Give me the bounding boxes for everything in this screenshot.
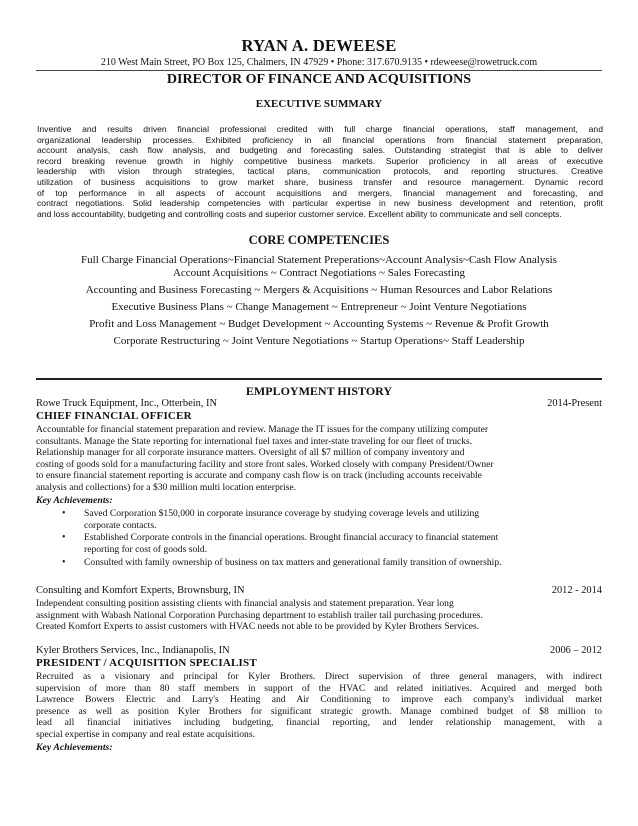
summary-line: contract negotiations. Solid leadership competencies with particular expertise in new business development and retention, profit xyxy=(37,198,603,209)
description-line: presence as well as position Kyler Brothers for significant strategic growth. Manage combined budget of $8 million to xyxy=(36,705,602,717)
job-header-komfort-experts xyxy=(36,585,602,596)
job-description xyxy=(36,424,602,494)
professional-title: DIRECTOR OF FINANCE AND ACQUISITIONS xyxy=(166,72,472,87)
summary-line: leadership with vision through strategies, tactical plans, communication protocols, and reporting structures. Creative xyxy=(37,166,603,177)
description-line: Created Komfort Experts to assist customers with HVAC needs not able to be provided by Kyler Brothers Services. xyxy=(36,621,480,633)
description-line: lead all financial initiatives including budgeting, financial reporting, and lender relationship management, with a xyxy=(36,717,602,729)
achievement-item xyxy=(84,557,584,569)
description-line: Accountable for financial statement preparation and review. Manage the IT issues for the company utilizing computer xyxy=(36,424,489,435)
description-line: Relationship manager for all corporate insurance matters. Oversight of all $7 million of company inventory and xyxy=(36,447,465,459)
employment-history-heading: EMPLOYMENT HISTORY xyxy=(245,384,393,398)
job-dates: 2006 – 2012 xyxy=(550,645,602,656)
achievement-line: corporate contacts. xyxy=(84,519,157,531)
employment-divider xyxy=(36,378,602,380)
summary-line: account analysis, cash flow analysis, and budgeting and forecasting sales. Outstanding strategist that is able to deliver xyxy=(37,145,603,156)
bullet-icon: • xyxy=(62,508,66,519)
bullet-icon: • xyxy=(62,557,66,568)
executive-summary-text xyxy=(37,124,603,219)
competency-line: Profit and Loss Management ~ Budget Development ~ Accounting Systems ~ Revenue & Profit Growth xyxy=(89,318,549,330)
company-name: Consulting and Komfort Experts, Brownsburg, IN xyxy=(36,585,245,596)
company-name: Rowe Truck Equipment, Inc., Otterbein, IN xyxy=(36,398,217,409)
job-role: PRESIDENT / ACQUISITION SPECIALIST xyxy=(36,657,257,669)
job-dates: 2014-Present xyxy=(547,398,602,409)
summary-line: Inventive and results driven financial professional credited with full charge financial operations, staff management, and xyxy=(37,124,603,134)
company-name: Kyler Brothers Services, Inc., Indianapolis, IN xyxy=(36,645,230,656)
job-dates: 2012 - 2014 xyxy=(551,585,602,596)
description-line: analysis and collections) for a $30 million multi location enterprise. xyxy=(36,481,297,493)
description-line: Recruited as a visionary and principal for Kyler Brothers. Direct supervision of three general managers, with indirect xyxy=(36,671,602,682)
bullet-icon: • xyxy=(62,532,66,543)
description-line: supervision of more than 80 staff members in support of the HVAC and related initiatives. Acquired and merged both xyxy=(36,682,602,694)
job-description xyxy=(36,598,602,633)
achievement-line: Consulted with family ownership of business on tax matters and generational family transition of ownership. xyxy=(84,557,502,568)
achievement-item xyxy=(84,532,584,555)
competency-line: Full Charge Financial Operations~Financial Statement Preperations~Account Analysis~Cash Flow Analysis xyxy=(81,254,557,266)
candidate-name: RYAN A. DEWEESE xyxy=(241,36,397,55)
competency-line: Executive Business Plans ~ Change Management ~ Entrepreneur ~ Joint Venture Negotiations xyxy=(111,301,527,313)
competency-line: Accounting and Business Forecasting ~ Mergers & Acquisitions ~ Human Resources and Labor Relations xyxy=(85,284,553,296)
job-description xyxy=(36,671,602,741)
job-header-kyler-brothers xyxy=(36,645,602,656)
summary-line: record breaking revenue growth in highly competitive business markets. Superior proficiency in all areas of executive xyxy=(37,155,603,166)
achievement-line: Saved Corporation $150,000 in corporate insurance coverage by studying coverage levels and utilizing xyxy=(84,508,480,519)
description-line: costing of goods sold for a manufacturing facility and store front sales. Worked closely with company President/Owner xyxy=(36,458,494,470)
description-line: special expertise in company and real estate acquisitions. xyxy=(36,728,255,740)
job-header-rowe-truck xyxy=(36,398,602,409)
competency-line: Corporate Restructuring ~ Joint Venture Negotiations ~ Startup Operations~ Staff Leadership xyxy=(113,335,525,347)
contact-line: 210 West Main Street, PO Box 125, Chalmers, IN 47929 • Phone: 317.670.9135 • rdeweese@rowetruck.com xyxy=(100,57,538,68)
description-line: consultants. Manage the State reporting for international fuel taxes and inter-state traveling for our fleet of trucks. xyxy=(36,435,473,447)
summary-line: organizational leadership processes. Exhibited proficiency in all financial operations from financial statement preparation, xyxy=(37,134,603,145)
key-achievements-label: Key Achievements: xyxy=(36,495,113,506)
core-competencies-heading: CORE COMPETENCIES xyxy=(248,233,390,247)
description-line: assignment with Wabash National Corporation Purchasing department to establish trailer tail purchasing procedures. xyxy=(36,609,483,621)
executive-summary-heading: EXECUTIVE SUMMARY xyxy=(255,98,383,110)
key-achievements-label: Key Achievements: xyxy=(36,742,113,753)
description-line: to ensure financial statement reporting is accurate and company cash flow is on track (including accounts receivable xyxy=(36,470,482,482)
competency-line: Account Acquisitions ~ Contract Negotiations ~ Sales Forecasting xyxy=(172,267,466,279)
description-line: Independent consulting position assisting clients with financial analysis and statement preparation. Year long xyxy=(36,598,454,609)
header-divider xyxy=(36,70,602,71)
description-line: Lawrence Bowers Electric and Larry's Heating and Air Conditioning to improve each company's individual market xyxy=(36,694,602,706)
job-role: CHIEF FINANCIAL OFFICER xyxy=(36,410,192,422)
summary-line: utilization of business acquisitions to grow market share, business transfer and resource management. Dynamic record xyxy=(37,176,603,187)
summary-line: and loss accountability, budgeting and controlling costs and superior customer service. Excellent ability to communicate and sell concepts. xyxy=(37,208,562,219)
summary-line: of top performance in all aspects of account acquisitions and mergers, financial management and forecasting, and xyxy=(37,187,603,198)
achievement-line: reporting for cost of goods sold. xyxy=(84,543,208,555)
achievement-line: Established Corporate controls in the financial operations. Brought financial accuracy to financial statement xyxy=(84,532,499,543)
achievement-item xyxy=(84,508,584,531)
